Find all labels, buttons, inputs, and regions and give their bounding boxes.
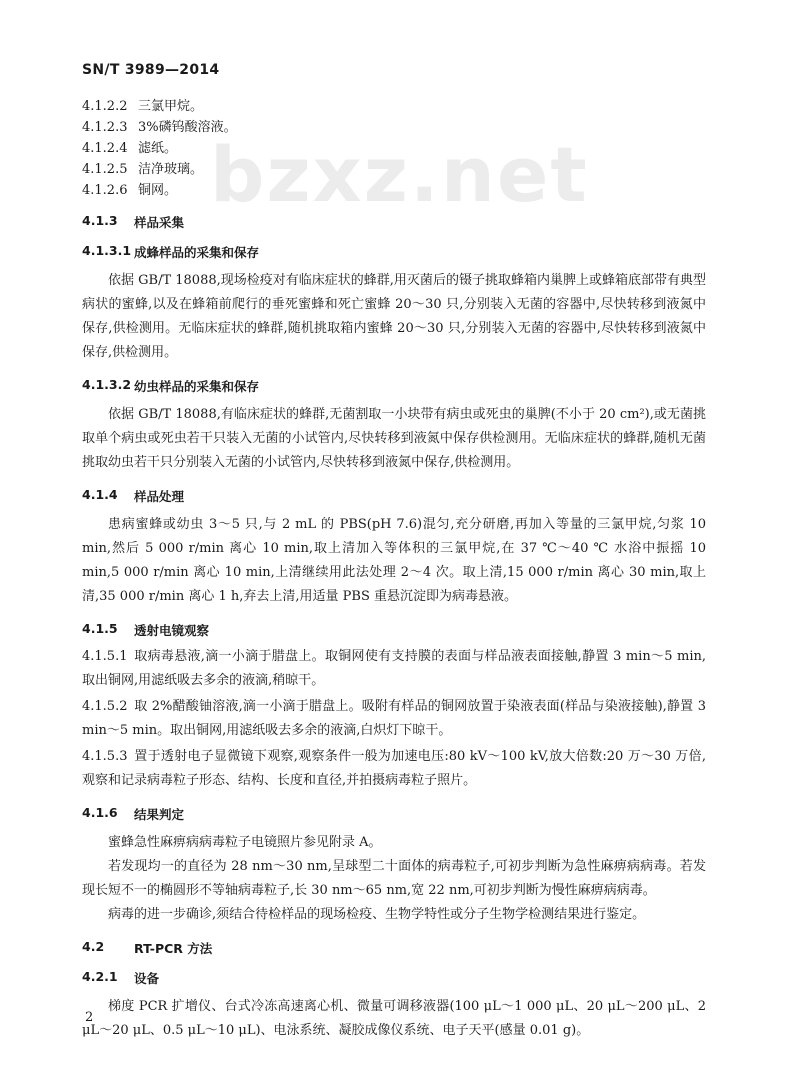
section-heading-4-2: 4.2 RT-PCR 方法 [82,939,213,956]
list-item [82,159,706,180]
paragraph-result-2: 若发现均一的直径为 28 nm～30 nm,呈球型二十面体的病毒粒子,可初步判断为急性麻痹病病毒。若发现长短不一的椭圆形不等轴病毒粒子,长 30 nm～65 nm,宽 22 nm,可初步判断为慢性麻痹病病毒。 [82,859,706,898]
paragraph-adult-bee-sampling: 依据 GB/T 18088,现场检疫对有临床症状的蜂群,用灭菌后的镊子挑取蜂箱内巢脾上或蜂箱底部带有典型病状的蜜蜂,以及在蜂箱前爬行的垂死蜜蜂和死亡蜜蜂 20～30 只,分别装入无菌的容器中,尽快转移到液氮中保存,供检测用。无临床症状的蜂群,随机挑取箱内蜜蜂 20～30 只,分别装入无菌的容器中,尽快转移到液氮中保存,供检测用。 [82,273,706,360]
item-number: 4.1.2.2 [82,99,128,114]
item-number: 4.1.2.5 [82,162,128,177]
section-heading-4-2-1: 4.2.1 设备 [82,969,160,986]
item-text: 洁净玻璃。 [138,162,204,177]
page-number: 2 [85,1010,94,1025]
section-heading-4-1-3-1: 4.1.3.1 成蜂样品的采集和保存 [82,243,260,260]
numbered-paragraph: 4.1.5.3 置于透射电子显微镜下观察,观察条件一般为加速电压:80 kV～100 kV,放大倍数:20 万～30 万倍,观察和记录病毒粒子形态、结构、长度和直径,并拍摄病毒粒子照片。 [82,749,706,788]
section-heading-4-1-5: 4.1.5 透射电镜观察 [82,621,210,638]
section-heading-4-1-3: 4.1.3 样品采集 [82,213,185,230]
watermark: bzxz.net [210,130,589,219]
list-item [82,180,706,201]
paragraph-sample-processing: 患病蜜蜂或幼虫 3～5 只,与 2 mL 的 PBS(pH 7.6)混匀,充分研磨,再加入等量的三氯甲烷,匀浆 10 min,然后 5 000 r/min 离心 10 min,取上清加入等体积的三氯甲烷,在 37 ℃～40 ℃ 水浴中振摇 10 min,5 000 r/min 离心 10 min,上清继续用此法处理 2～4 次。取上清,15 000 r/min 离心 30 min,取上清,35 000 r/min 离心 1 h,弃去上清,用适量 PBS 重悬沉淀即为病毒悬液。 [82,517,706,604]
list-item [82,138,706,159]
paragraph-larva-sampling: 依据 GB/T 18088,有临床症状的蜂群,无菌割取一小块带有病虫或死虫的巢脾(不小于 20 cm²),或无菌挑取单个病虫或死虫若干只装入无菌的小试管内,尽快转移到液氮中保存供检测用。无临床症状的蜂群,随机无菌挑取幼虫若干只分别装入无菌的小试管内,尽快转移到液氮中保存,供检测用。 [82,407,706,470]
section-heading-4-1-3-2: 4.1.3.2 幼虫样品的采集和保存 [82,377,260,394]
item-text: 滤纸。 [138,141,178,156]
section-heading-4-1-6: 4.1.6 结果判定 [82,805,185,822]
standard-number-header: SN/T 3989—2014 [82,62,220,78]
paragraph-result-1: 蜜蜂急性麻痹病病毒粒子电镜照片参见附录 A。 [108,835,382,850]
numbered-paragraph: 4.1.5.1 取病毒悬液,滴一小滴于腊盘上。取铜网使有支持膜的表面与样品液表面接触,静置 3 min～5 min,取出铜网,用滤纸吸去多余的液滴,稍晾干。 [82,649,706,688]
document-body [82,96,706,1043]
list-item [82,96,706,117]
item-text: 铜网。 [138,183,178,198]
numbered-paragraph: 4.1.5.2 取 2%醋酸铀溶液,滴一小滴于腊盘上。吸附有样品的铜网放置于染液表面(样品与染液接触),静置 3 min～5 min。取出铜网,用滤纸吸去多余的液滴,白炽灯下晾干。 [82,699,706,738]
item-text: 3%磷钨酸溶液。 [138,120,237,135]
paragraph-equipment: 梯度 PCR 扩增仪、台式冷冻高速离心机、微量可调移液器(100 μL～1 000 μL、20 μL～200 μL、2 μL～20 μL、0.5 μL～10 μL)、电泳系统、凝胶成像仪系统、电子天平(感量 0.01 g)。 [82,999,706,1038]
list-item [82,117,706,138]
item-number: 4.1.2.3 [82,120,128,135]
reagent-list [82,96,706,201]
paragraph-result-3: 病毒的进一步确诊,须结合待检样品的现场检疫、生物学特性或分子生物学检测结果进行鉴定。 [108,907,646,922]
item-text: 三氯甲烷。 [138,99,204,114]
item-number: 4.1.2.4 [82,141,128,156]
item-number: 4.1.2.6 [82,183,128,198]
section-heading-4-1-4: 4.1.4 样品处理 [82,487,185,504]
